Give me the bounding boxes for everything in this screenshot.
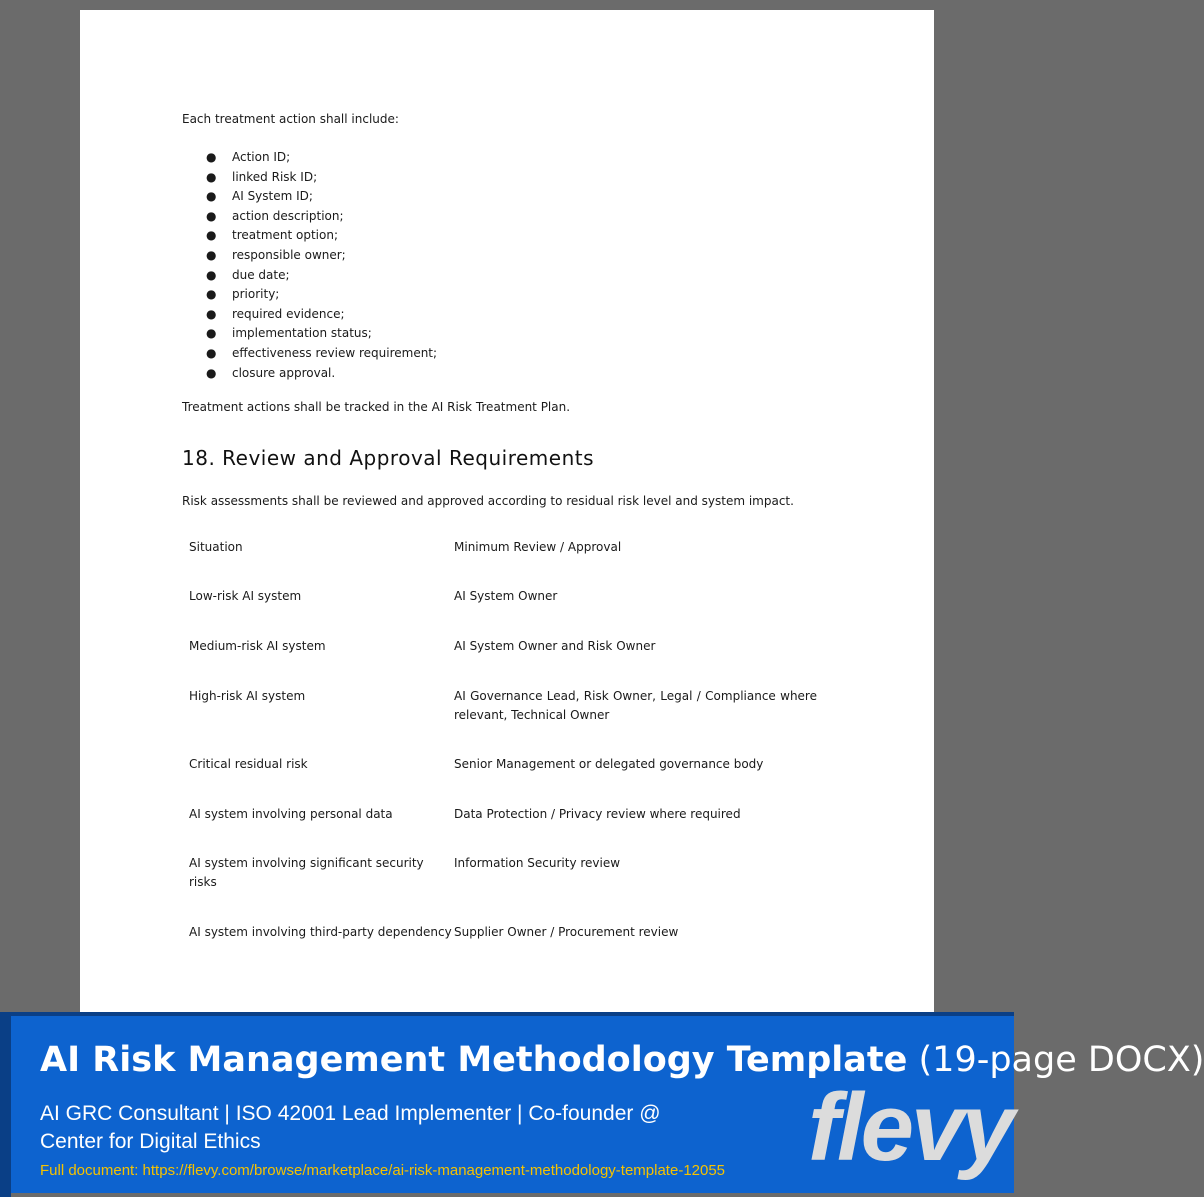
list-item: ● responsible owner;: [206, 247, 346, 262]
table-row: [189, 923, 825, 963]
list-item: ● due date;: [206, 267, 290, 282]
list-item: ● Action ID;: [206, 150, 291, 164]
table-cell: High-risk AI system: [189, 689, 306, 703]
table-cell: AI System Owner and Risk Owner: [454, 639, 656, 653]
list-item: ● action description;: [206, 208, 344, 223]
review-approval-table: [189, 538, 825, 963]
bullet-icon: ●: [206, 287, 217, 302]
table-cell: Information Security review: [454, 856, 621, 870]
bullet-icon: ●: [206, 208, 217, 223]
section-heading: 18. Review and Approval Requirements: [182, 446, 595, 470]
treatment-action-list: [182, 149, 437, 384]
table-cell: Senior Management or delegated governance body: [454, 757, 764, 771]
list-item: ● AI System ID;: [206, 189, 313, 204]
table-row: [189, 755, 825, 805]
footer-accent-strip: [0, 1016, 11, 1197]
bullet-icon: ●: [206, 169, 217, 184]
list-item: ● effectiveness review requirement;: [206, 345, 438, 360]
table-row: [189, 587, 825, 637]
table-cell: Supplier Owner / Procurement review: [454, 925, 679, 939]
table-cell: Medium-risk AI system: [189, 639, 326, 653]
table-cell: AI Governance Lead, Risk Owner, Legal / Compliance where relevant, Technical Owner: [454, 689, 817, 722]
table-cell: Low-risk AI system: [189, 589, 302, 603]
table-row: [189, 805, 825, 854]
tracking-statement: Treatment actions shall be tracked in the AI Risk Treatment Plan.: [182, 400, 571, 414]
promo-footer: [0, 1012, 1204, 1193]
author-description: AI GRC Consultant | ISO 42001 Lead Implementer | Co-founder @ Center for Digital Ethics: [40, 1102, 661, 1153]
table-row: [189, 637, 825, 687]
bullet-icon: ●: [206, 306, 217, 321]
table-cell: AI System Owner: [454, 589, 558, 603]
bullet-icon: ●: [206, 228, 217, 243]
table-cell: AI system involving personal data: [189, 807, 393, 821]
list-item: ● required evidence;: [206, 306, 345, 321]
treatment-intro: Each treatment action shall include:: [182, 112, 399, 126]
table-cell: Critical residual risk: [189, 757, 308, 771]
section-intro: Risk assessments shall be reviewed and approved according to residual risk level and system impact.: [182, 494, 794, 508]
list-item: ● closure approval.: [206, 365, 336, 380]
list-item: ● implementation status;: [206, 326, 372, 341]
bullet-icon: ●: [206, 345, 217, 360]
table-cell: AI system involving significant security risks: [189, 856, 424, 889]
flevy-logo: flevy: [808, 1074, 1012, 1181]
table-header-row: [189, 538, 825, 587]
document-title: AI Risk Management Methodology Template (19-page DOCX): [40, 1040, 1204, 1080]
bullet-icon: ●: [206, 247, 217, 262]
bullet-icon: ●: [206, 267, 217, 282]
table-cell: AI system involving third-party dependency: [189, 925, 452, 939]
list-item: ● priority;: [206, 287, 280, 302]
table-cell: Data Protection / Privacy review where required: [454, 807, 741, 821]
document-page: [80, 10, 934, 1020]
bullet-icon: ●: [206, 189, 217, 204]
list-item: ● treatment option;: [206, 228, 339, 243]
bullet-icon: ●: [206, 365, 217, 380]
table-header-cell: Minimum Review / Approval: [454, 540, 622, 554]
table-header-cell: Situation: [189, 540, 243, 554]
bullet-icon: ●: [206, 150, 217, 164]
table-row: [189, 687, 825, 755]
list-item: ● linked Risk ID;: [206, 169, 318, 184]
document-link[interactable]: Full document: https://flevy.com/browse/marketplace/ai-risk-management-methodology-template-12055: [40, 1162, 726, 1179]
table-row: [189, 854, 825, 923]
bullet-icon: ●: [206, 326, 217, 341]
